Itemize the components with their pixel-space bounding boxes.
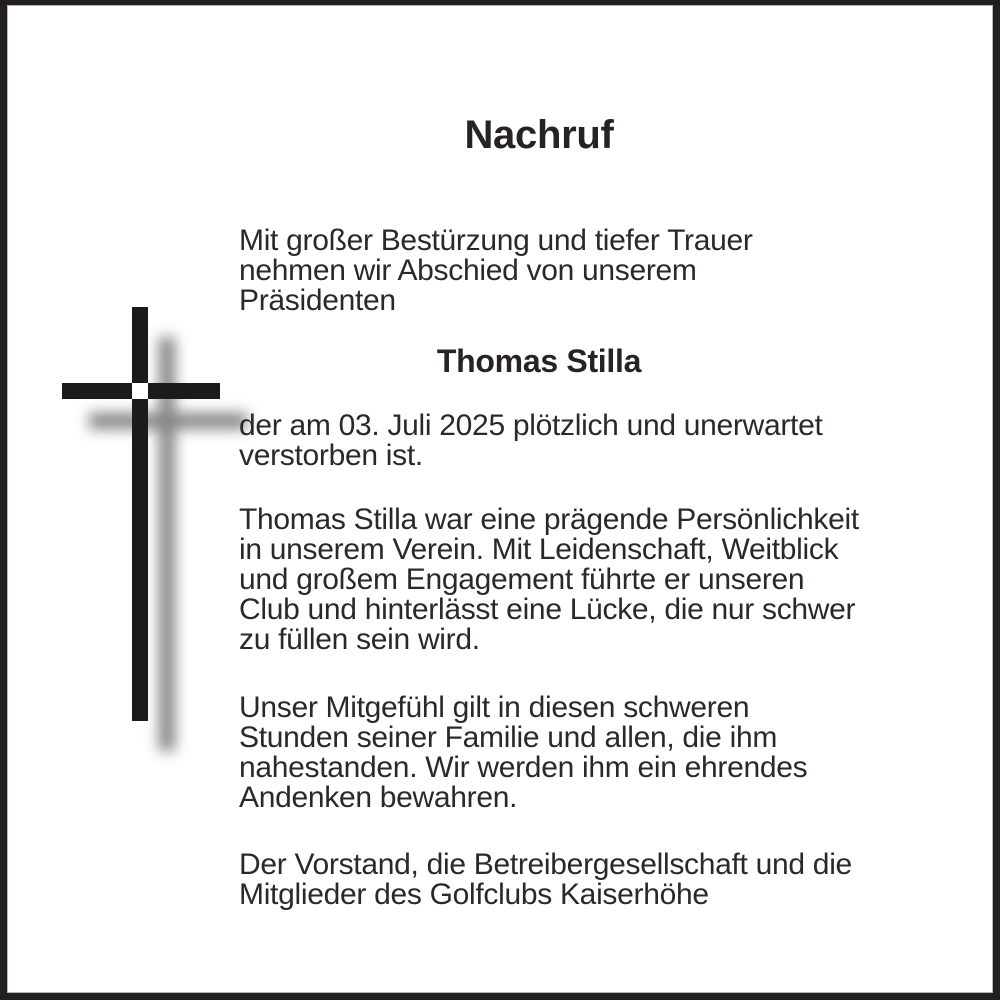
text-line: in unserem Verein. Mit Leidenschaft, Weitblick — [239, 533, 839, 566]
text-line: nehmen wir Abschied von unserem — [239, 254, 697, 287]
text-line: nahestanden. Wir werden ihm ein ehrendes — [239, 751, 808, 784]
cross-shadow-horizontal-bar — [89, 413, 247, 429]
cross-vertical-bar — [132, 307, 148, 721]
page-title: Nachruf — [464, 113, 614, 157]
deceased-name: Thomas Stilla — [436, 343, 642, 379]
text-line: Der Vorstand, die Betreibergesellschaft und die — [239, 848, 852, 881]
tribute-paragraph — [239, 505, 959, 655]
death-paragraph — [239, 411, 959, 471]
cross-shadow-vertical-bar — [159, 337, 175, 751]
condolence-paragraph — [239, 693, 959, 813]
text-line: Mitglieder des Golfclubs Kaiserhöhe — [239, 878, 709, 911]
signature-paragraph — [239, 850, 959, 910]
text-line: Thomas Stilla war eine prägende Persönlichkeit — [239, 503, 859, 536]
text-line: und großem Engagement führte er unseren — [239, 563, 805, 596]
text-line: Club und hinterlässt eine Lücke, die nur schwer — [239, 593, 856, 626]
text-line: Mit großer Bestürzung und tiefer Trauer — [239, 224, 753, 257]
text-line: Unser Mitgefühl gilt in diesen schweren — [239, 691, 750, 724]
text-line: der am 03. Juli 2025 plötzlich und unerwartet — [239, 409, 823, 442]
text-line: Präsidenten — [239, 284, 396, 317]
text-line: verstorben ist. — [239, 439, 423, 472]
text-line: Stunden seiner Familie und allen, die ihm — [239, 721, 778, 754]
text-line: zu füllen sein wird. — [239, 623, 480, 656]
text-line: Andenken bewahren. — [239, 781, 518, 814]
cross-center-square — [132, 383, 148, 399]
intro-paragraph — [239, 226, 959, 316]
